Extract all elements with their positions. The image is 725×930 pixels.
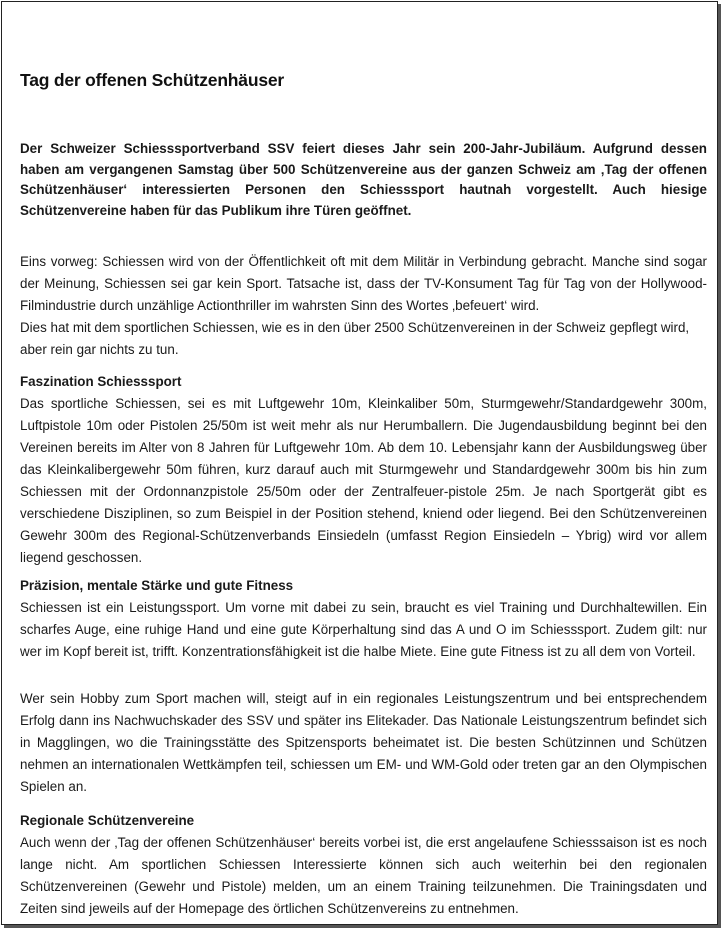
document-page xyxy=(1,1,718,925)
section-heading-praezision: Präzision, mentale Stärke und gute Fitness xyxy=(20,578,294,593)
section-paragraph-praezision-1: Schiessen ist ein Leistungssport. Um vorne mit dabei zu sein, braucht es viel Training und Durchhaltewillen. Ein scharfes Auge, eine ruhige Hand und eine gute Körperhaltung sind das A und O im Schiesssport. Zudem gilt: nur wer im Kopf bereit ist, trifft. Konzentrationsfähigkeit ist die halbe Miete. Eine gute Fitness ist zu all dem von Vorteil. xyxy=(20,600,707,659)
section-heading-faszination: Faszination Schiesssport xyxy=(20,374,182,389)
intro-paragraph-2: Dies hat mit dem sportlichen Schiessen, wie es in den über 2500 Schützenvereinen in der Schweiz gepflegt wird, aber rein gar nichts zu tun. xyxy=(20,320,690,357)
section-paragraph-praezision-2: Wer sein Hobby zum Sport machen will, steigt auf in ein regionales Leistungszentrum und bei entsprechendem Erfolg dann ins Nachwuchskader des SSV und später ins Elitekader. Das Nationale Leistungszentrum befindet sich in Magglingen, wo die Trainingsstätte des Spitzensports beheimatet ist. Die besten Schützinnen und Schützen nehmen an internationalen Wettkämpfen teil, schiessen um EM- und WM-Gold oder treten gar an den Olympischen Spielen an. xyxy=(20,691,707,794)
lead-paragraph: Der Schweizer Schiesssportverband SSV feiert dieses Jahr sein 200-Jahr-Jubiläum. Aufgrund dessen haben am vergangenen Samstag über 500 Schützenvereine aus der ganzen Schweiz am ‚Tag der offenen Schützenhäuser‘ interessierten Personen den Schiesssport hautnah vorgestellt. Auch hiesige Schützenvereine haben für das Publikum ihre Türen geöffnet. xyxy=(20,141,707,218)
intro-paragraph-1: Eins vorweg: Schiessen wird von der Öffentlichkeit oft mit dem Militär in Verbindung gebracht. Manche sind sogar der Meinung, Schiessen sei gar kein Sport. Tatsache ist, dass der TV-Konsument Tag für Tag von der Hollywood-Filmindustrie durch unzählige Actionthriller im wahrsten Sinn des Wortes ‚befeuert‘ wird. xyxy=(20,254,707,313)
section-paragraph-regionale: Auch wenn der ‚Tag der offenen Schützenhäuser‘ bereits vorbei ist, die erst angelaufene Schiesssaison ist es noch lange nicht. Am sportlichen Schiessen Interessierte können sich auch weiterhin bei den regionalen Schützenvereinen (Gewehr und Pistole) melden, um an einem Training teilzunehmen. Die Trainingsdaten und Zeiten sind jeweils auf der Homepage des örtlichen Schützenvereins zu entnehmen. xyxy=(20,835,707,916)
section-heading-regionale: Regionale Schützenvereine xyxy=(20,813,195,828)
section-paragraph-faszination: Das sportliche Schiessen, sei es mit Luftgewehr 10m, Kleinkaliber 50m, Sturmgewehr/Standardgewehr 300m, Luftpistole 10m oder Pistolen 25/50m ist weit mehr als nur Herumballern. Die Jugendausbildung beginnt bei den Vereinen bereits im Alter von 8 Jahren für Luftgewehr 10m. Ab dem 10. Lebensjahr kann der Ausbildungsweg über das Kleinkalibergewehr 50m führen, kurz darauf auch mit Sturmgewehr und Standardgewehr 300m bis hin zum Schiessen mit der Ordonnanzpistole 25/50m oder der Zentralfeuer-pistole 25m. Je nach Sportgerät gibt es verschiedene Disziplinen, so zum Beispiel in der Position stehend, kniend oder liegend. Bei den Schützenvereinen Gewehr 300m des Regional-Schützenverbands Einsiedeln (umfasst Region Einsiedeln – Ybrig) wird vor allem liegend geschossen. xyxy=(20,396,707,565)
document-title: Tag der offenen Schützenhäuser xyxy=(20,70,284,90)
